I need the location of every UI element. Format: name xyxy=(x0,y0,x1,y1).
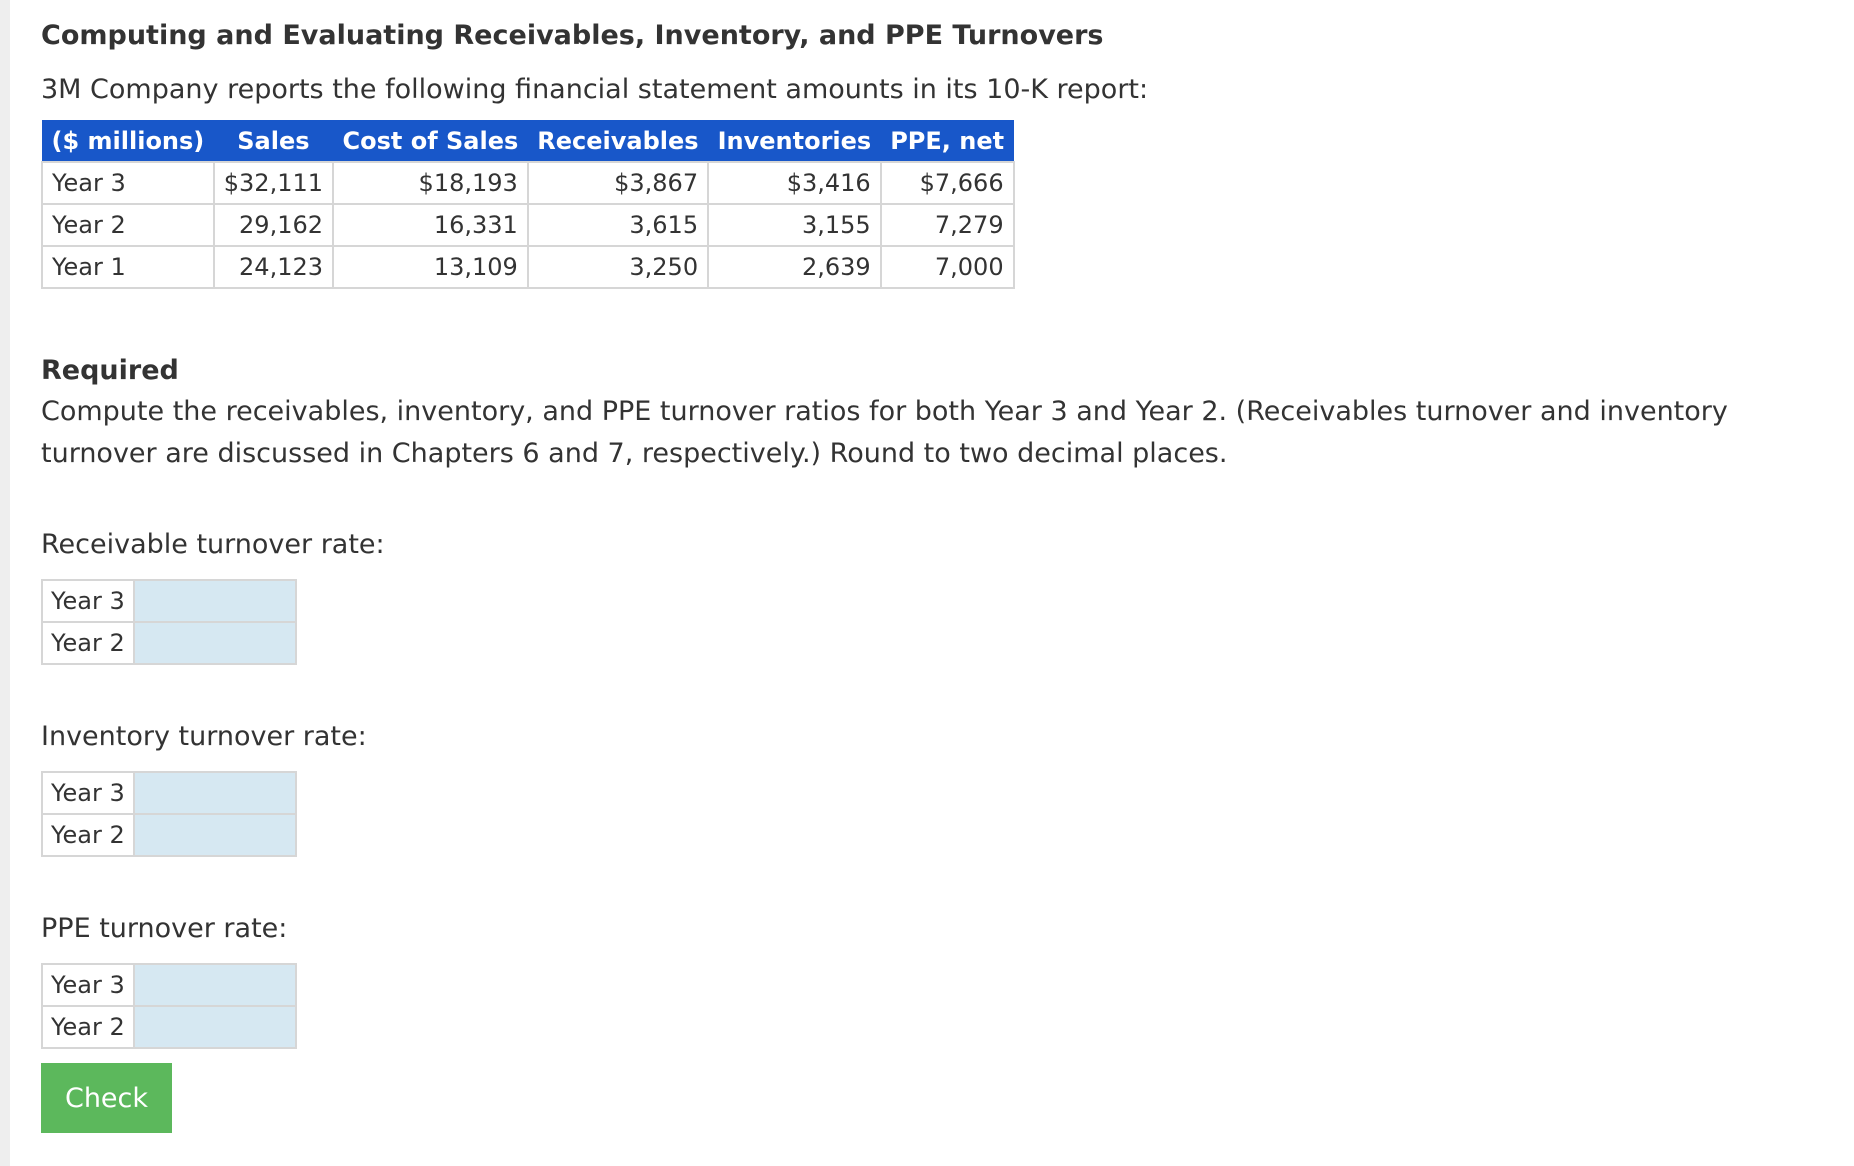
problem-content xyxy=(41,16,1841,1133)
check-button[interactable]: Check xyxy=(41,1063,172,1133)
cell-inventories: $3,416 xyxy=(708,162,881,204)
answer-row xyxy=(42,814,296,856)
answer-cell xyxy=(134,772,296,814)
cell-inventories: 2,639 xyxy=(708,246,881,288)
inventory-turnover-year2-input[interactable] xyxy=(135,815,295,855)
header-sales: Sales xyxy=(214,121,333,163)
row-label: Year 3 xyxy=(42,162,214,204)
required-text: Compute the receivables, inventory, and PPE turnover ratios for both Year 3 and Year 2. (Receivables turnover and inventory turnover are discussed in Chapters 6 and 7, respectively.) Round to two decimal places. xyxy=(41,396,1728,469)
cell-cost-of-sales: 16,331 xyxy=(333,204,528,246)
answer-row-label: Year 2 xyxy=(42,814,134,856)
answer-row-label: Year 3 xyxy=(42,580,134,622)
answer-row-label: Year 3 xyxy=(42,964,134,1006)
intro-text: 3M Company reports the following financial statement amounts in its 10-K report: xyxy=(41,74,1149,105)
answer-row xyxy=(42,1006,296,1048)
table-row xyxy=(42,162,1014,204)
row-label: Year 1 xyxy=(42,246,214,288)
header-units: ($ millions) xyxy=(42,121,214,163)
header-inventories: Inventories xyxy=(708,121,881,163)
required-heading: Required xyxy=(41,355,179,386)
answer-cell xyxy=(134,580,296,622)
ppe-turnover-year3-input[interactable] xyxy=(135,965,295,1005)
answer-cell xyxy=(134,622,296,664)
answer-row xyxy=(42,622,296,664)
ppe-turnover-label: PPE turnover rate: xyxy=(41,913,288,944)
answer-row xyxy=(42,580,296,622)
answer-cell xyxy=(134,814,296,856)
cell-sales: 29,162 xyxy=(214,204,333,246)
inventory-turnover-year3-input[interactable] xyxy=(135,773,295,813)
answer-row-label: Year 2 xyxy=(42,1006,134,1048)
page-title: Computing and Evaluating Receivables, Inventory, and PPE Turnovers xyxy=(41,20,1104,51)
cell-cost-of-sales: 13,109 xyxy=(333,246,528,288)
header-receivables: Receivables xyxy=(528,121,708,163)
answer-row-label: Year 3 xyxy=(42,772,134,814)
cell-receivables: 3,615 xyxy=(528,204,708,246)
inventory-turnover-label: Inventory turnover rate: xyxy=(41,721,367,752)
receivable-turnover-year3-input[interactable] xyxy=(135,581,295,621)
cell-inventories: 3,155 xyxy=(708,204,881,246)
answer-cell xyxy=(134,1006,296,1048)
cell-ppe-net: 7,279 xyxy=(881,204,1014,246)
receivable-turnover-table xyxy=(41,579,297,665)
cell-receivables: 3,250 xyxy=(528,246,708,288)
cell-sales: 24,123 xyxy=(214,246,333,288)
receivable-turnover-label: Receivable turnover rate: xyxy=(41,529,385,560)
cell-ppe-net: $7,666 xyxy=(881,162,1014,204)
cell-receivables: $3,867 xyxy=(528,162,708,204)
financial-table xyxy=(41,120,1015,289)
ppe-turnover-year2-input[interactable] xyxy=(135,1007,295,1047)
answer-row xyxy=(42,772,296,814)
header-ppe-net: PPE, net xyxy=(881,121,1014,163)
row-label: Year 2 xyxy=(42,204,214,246)
cell-sales: $32,111 xyxy=(214,162,333,204)
cell-cost-of-sales: $18,193 xyxy=(333,162,528,204)
inventory-turnover-table xyxy=(41,771,297,857)
table-row xyxy=(42,246,1014,288)
receivable-turnover-year2-input[interactable] xyxy=(135,623,295,663)
cell-ppe-net: 7,000 xyxy=(881,246,1014,288)
answer-cell xyxy=(134,964,296,1006)
answer-row-label: Year 2 xyxy=(42,622,134,664)
table-row xyxy=(42,204,1014,246)
header-cost-of-sales: Cost of Sales xyxy=(333,121,528,163)
left-rail xyxy=(0,0,10,1166)
ppe-turnover-table xyxy=(41,963,297,1049)
answer-row xyxy=(42,964,296,1006)
financial-table-header-row xyxy=(42,121,1014,163)
